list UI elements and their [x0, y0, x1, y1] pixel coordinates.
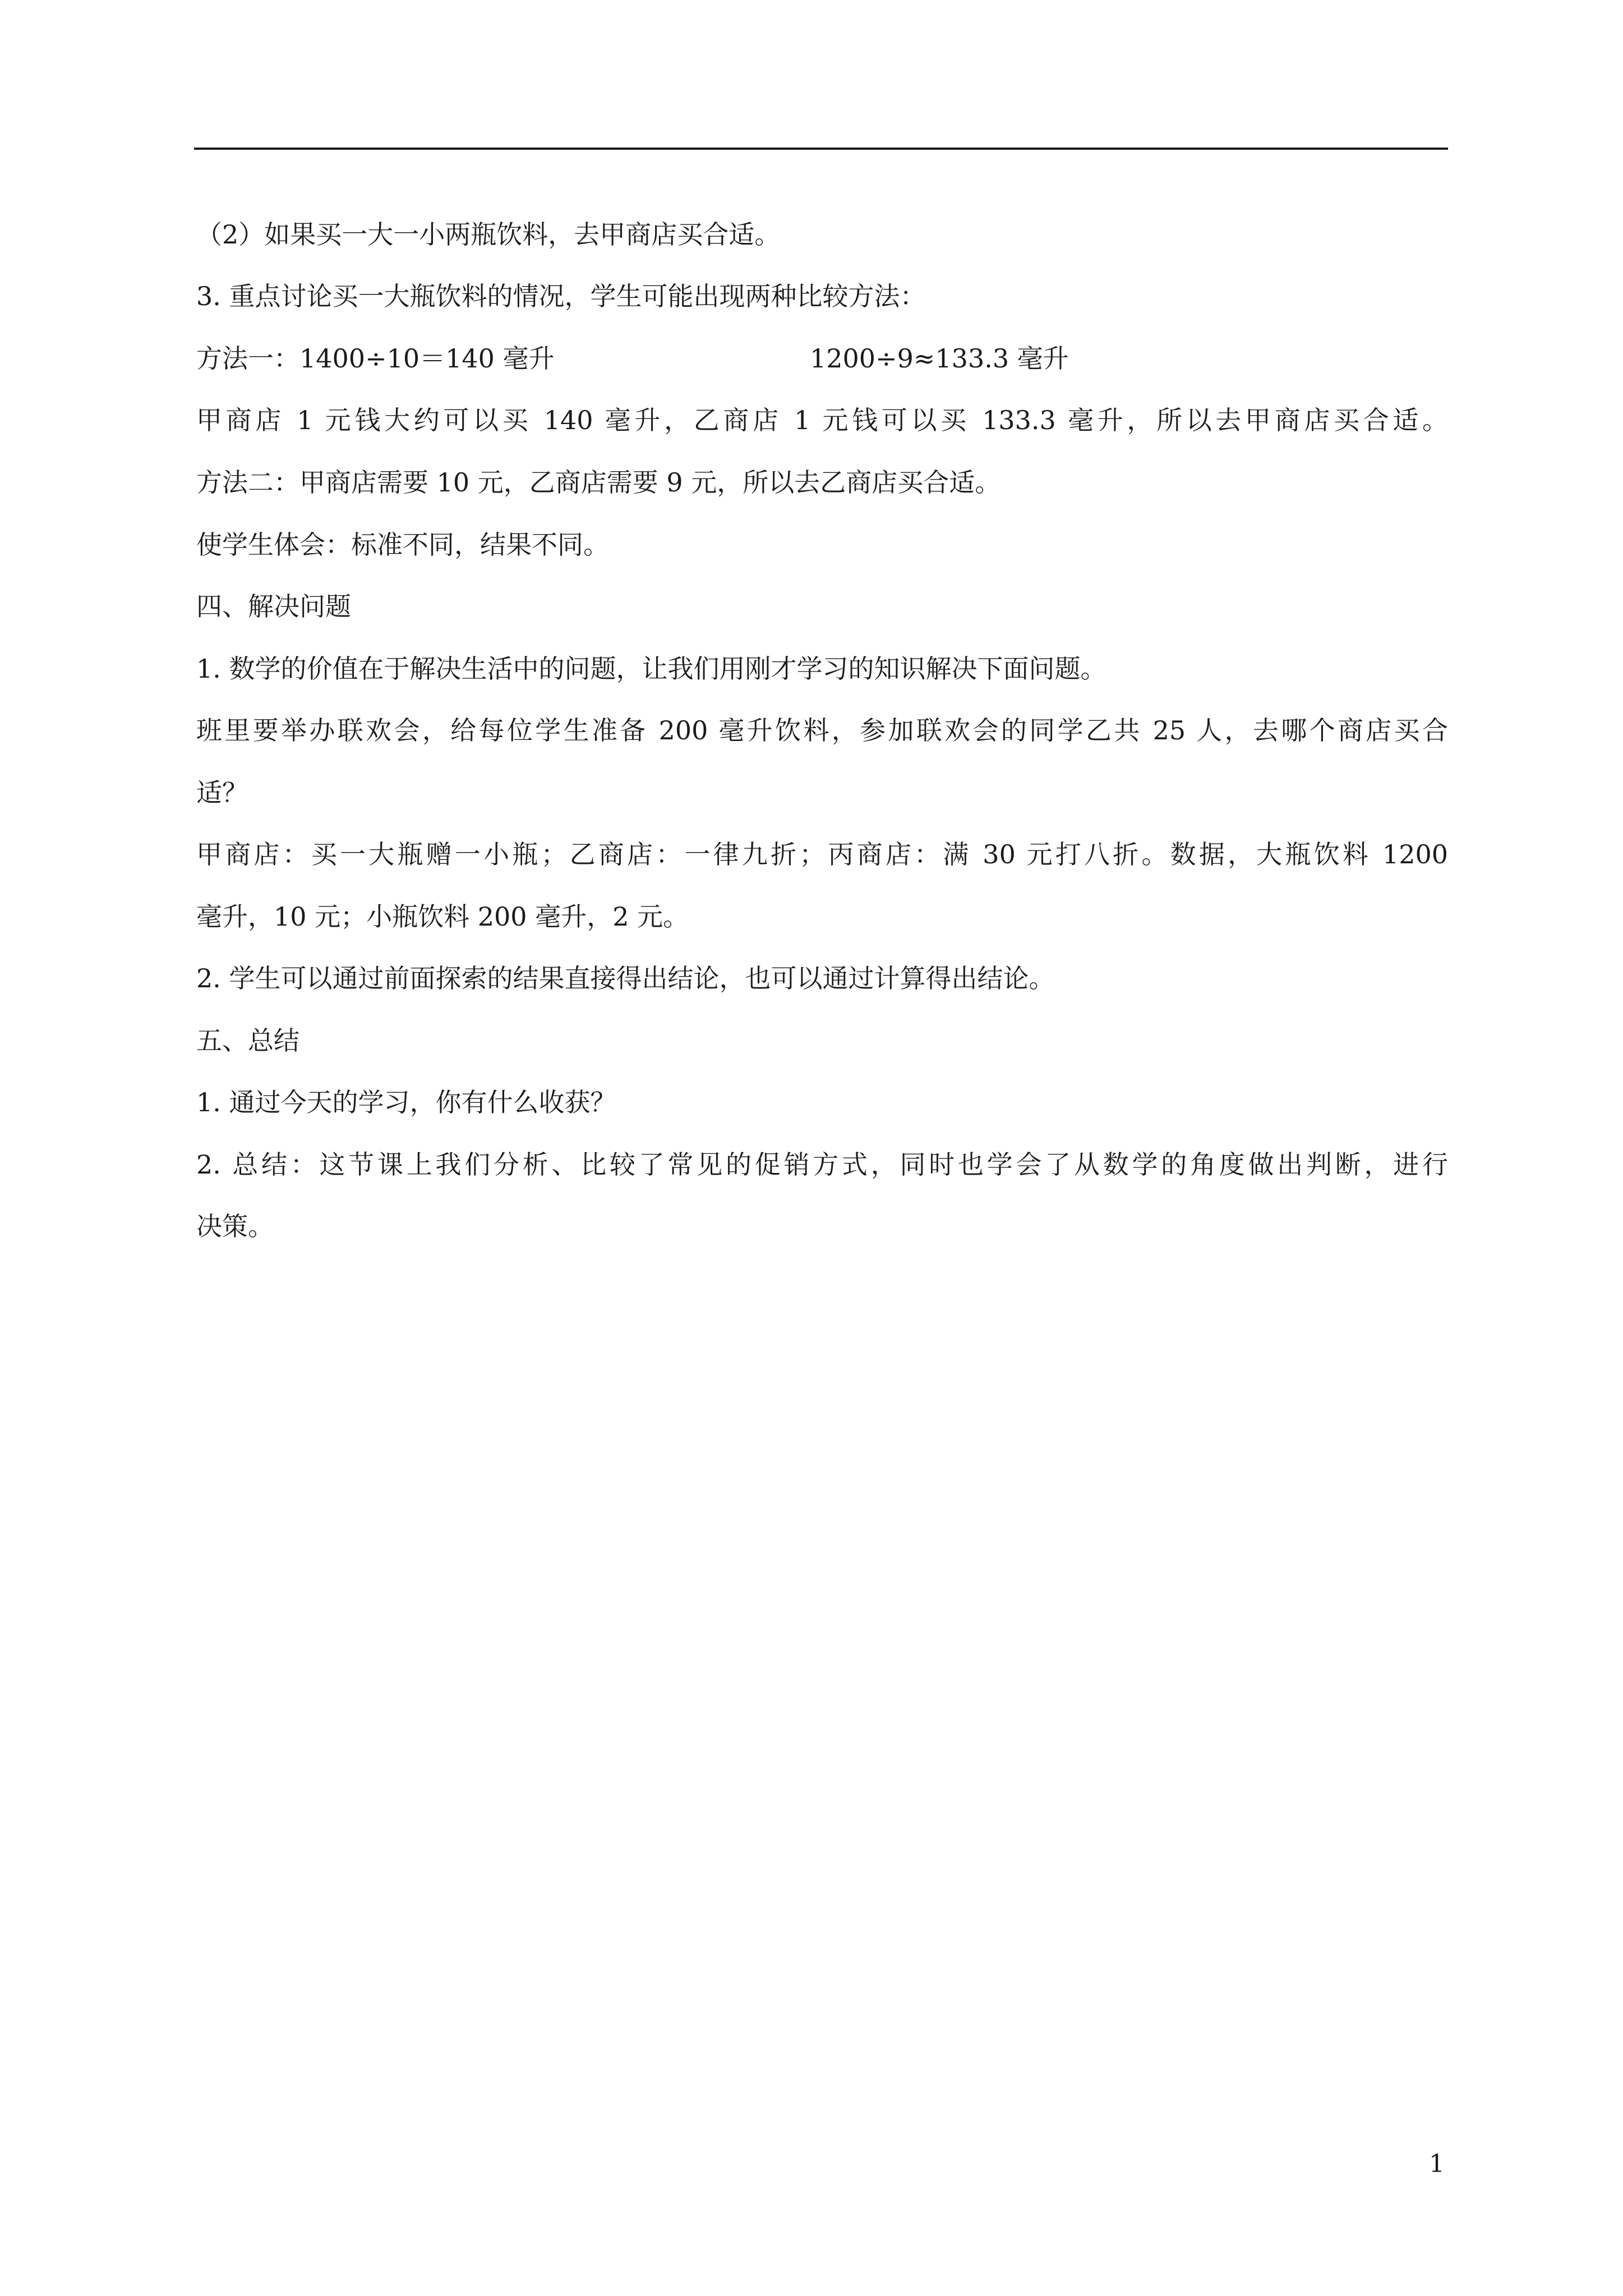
- section-heading-four: 四、解决问题: [196, 591, 351, 622]
- text-line-10: 适？: [196, 777, 248, 808]
- section-heading-five: 五、总结: [196, 1025, 299, 1056]
- text-line-5: 方法二：甲商店需要 10 元，乙商店需要 9 元，所以去乙商店买合适。: [196, 467, 1001, 498]
- text-line-13: 2. 学生可以通过前面探索的结果直接得出结论，也可以通过计算得出结论。: [196, 963, 1055, 993]
- text-line-6: 使学生体会：标准不同，结果不同。: [196, 530, 609, 560]
- text-line-11: 甲商店：买一大瓶赠一小瓶；乙商店：一律九折；丙商店：满 30 元打八折。数据，大瓶饮料 1200: [196, 839, 1448, 869]
- text-line-2: 3. 重点讨论买一大瓶饮料的情况，学生可能出现两种比较方法：: [196, 281, 926, 311]
- text-line-3: 方法一：1400÷10＝140 毫升: [196, 343, 555, 374]
- text-line-15: 1. 通过今天的学习，你有什么收获？: [196, 1087, 616, 1117]
- text-line-9: 班里要举办联欢会，给每位学生准备 200 毫升饮料，参加联欢会的同学乙共 25 人，去哪个商店买合: [196, 715, 1448, 746]
- text-line-4: 甲商店 1 元钱大约可以买 140 毫升，乙商店 1 元钱可以买 133.3 毫升，所以去甲商店买合适。: [196, 405, 1448, 435]
- text-line-12: 毫升，10 元；小瓶饮料 200 毫升，2 元。: [196, 901, 689, 932]
- text-line-17: 决策。: [196, 1211, 274, 1241]
- method-one-result: 1200÷9≈133.3 毫升: [810, 343, 1069, 374]
- text-line-1: （2）如果买一大一小两瓶饮料，去甲商店买合适。: [196, 219, 781, 250]
- page-number: 1: [1429, 2150, 1445, 2178]
- text-line-16: 2. 总结：这节课上我们分析、比较了常见的促销方式，同时也学会了从数学的角度做出判断，进行: [196, 1149, 1448, 1180]
- header-rule: [194, 148, 1448, 150]
- text-line-8: 1. 数学的价值在于解决生活中的问题，让我们用刚才学习的知识解决下面问题。: [196, 654, 1106, 684]
